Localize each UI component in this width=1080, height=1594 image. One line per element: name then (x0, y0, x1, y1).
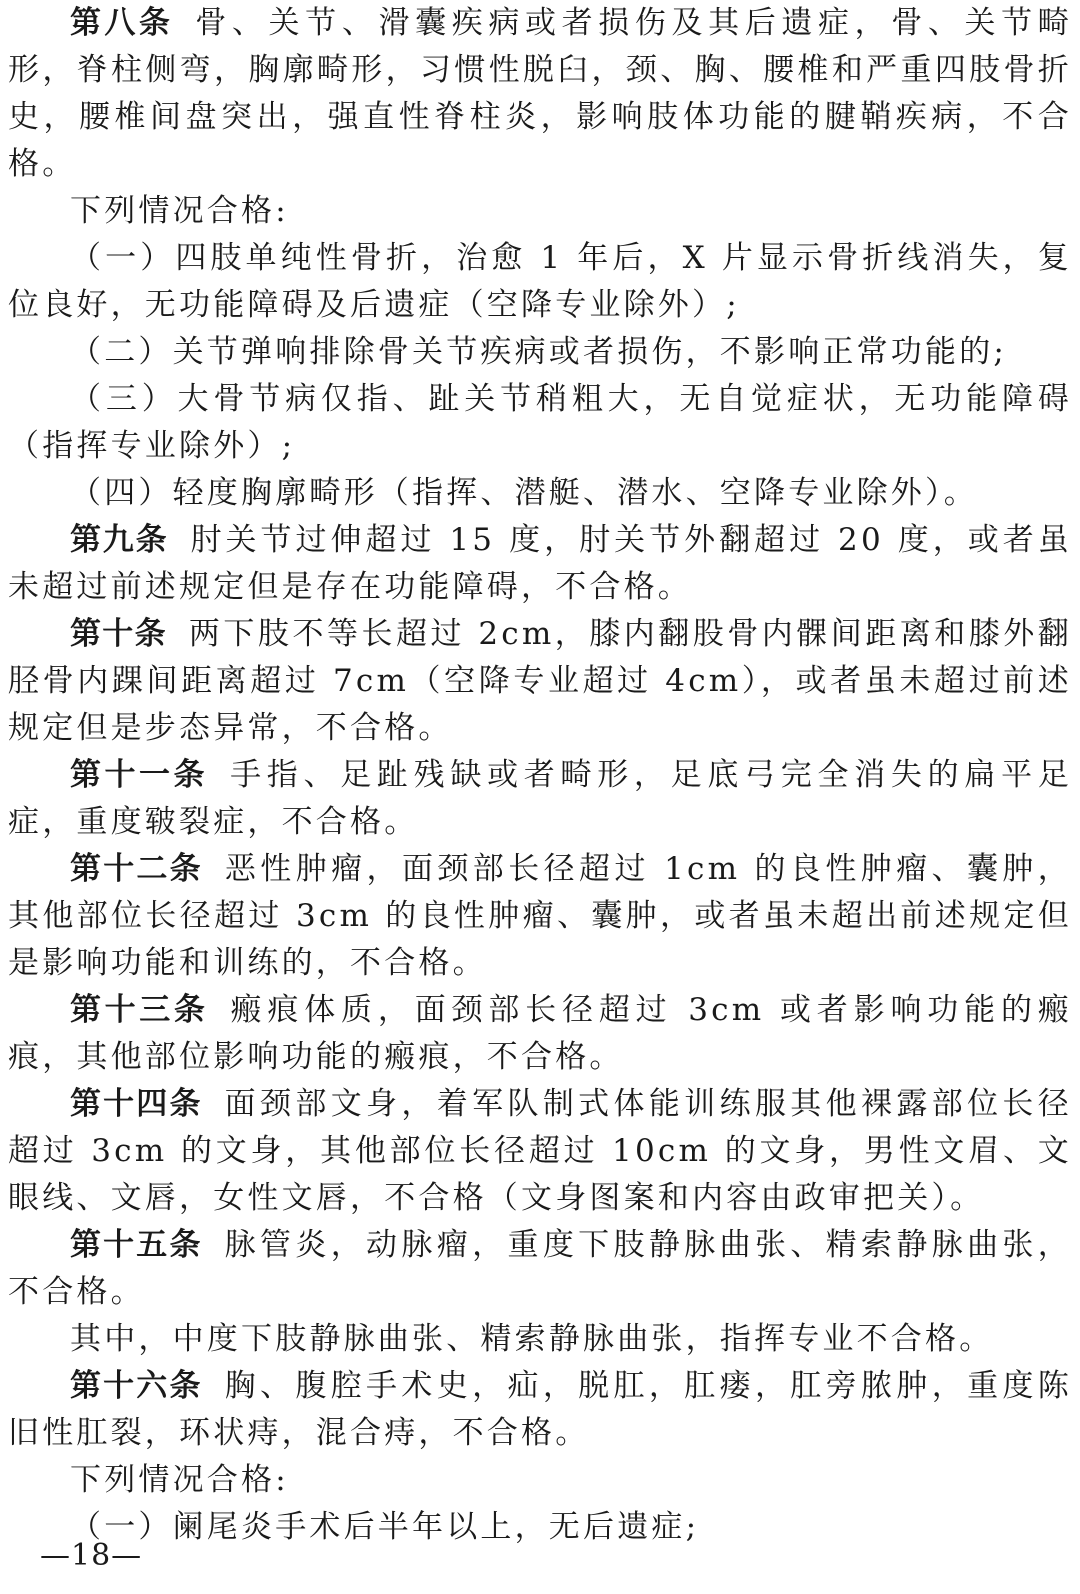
page-number: —18— (40, 1538, 143, 1573)
list-item: （一）四肢单纯性骨折，治愈 1 年后，X 片显示骨折线消失，复位良好，无功能障碍及后遗症（空降专业除外）; (8, 240, 1072, 323)
article-text: 骨、关节、滑囊疾病或者损伤及其后遗症，骨、关节畸形，脊柱侧弯，胸廓畸形，习惯性脱臼，颈、胸、腰椎和严重四肢骨折史，腰椎间盘突出，强直性脊柱炎，影响肢体功能的腱鞘疾病，不合格。 (8, 5, 1072, 182)
article-14 (8, 1081, 1072, 1222)
article-8 (8, 0, 1072, 188)
paragraph: 其中，中度下肢静脉曲张、精索静脉曲张，指挥专业不合格。 (70, 1321, 994, 1357)
article-16 (8, 1363, 1072, 1457)
article-label: 第十二条 (70, 851, 203, 887)
article-9 (8, 517, 1072, 611)
article-text: 肘关节过伸超过 15 度，肘关节外翻超过 20 度，或者虽未超过前述规定但是存在功能障碍，不合格。 (8, 522, 1073, 605)
article-label: 第十三条 (70, 992, 209, 1028)
article-label: 第十六条 (70, 1368, 203, 1404)
article-label: 第十一条 (70, 757, 209, 793)
article-text: 脉管炎，动脉瘤，重度下肢静脉曲张、精索静脉曲张，不合格。 (8, 1227, 1072, 1310)
article-label: 第十四条 (70, 1086, 203, 1122)
article-10 (8, 611, 1072, 752)
article-text: 瘢痕体质，面颈部长径超过 3cm 或者影响功能的瘢痕，其他部位影响功能的瘢痕，不合格。 (8, 992, 1072, 1075)
article-text: 恶性肿瘤，面颈部长径超过 1cm 的良性肿瘤、囊肿，其他部位长径超过 3cm 的良性肿瘤、囊肿，或者虽未超出前述规定但是影响功能和训练的，不合格。 (8, 851, 1073, 981)
article-label: 第十条 (70, 616, 167, 652)
article-text: 胸、腹腔手术史，疝，脱肛，肛瘘，肛旁脓肿，重度陈旧性肛裂，环状痔，混合痔，不合格。 (8, 1368, 1072, 1451)
article-text: 手指、足趾残缺或者畸形，足底弓完全消失的扁平足症，重度皲裂症，不合格。 (8, 757, 1072, 840)
article-13 (8, 987, 1072, 1081)
article-12 (8, 846, 1072, 987)
paragraph: 下列情况合格: (70, 193, 289, 229)
paragraph: 下列情况合格: (70, 1462, 289, 1498)
list-item: （三）大骨节病仅指、趾关节稍粗大，无自觉症状，无功能障碍（指挥专业除外）; (8, 381, 1072, 464)
list-item: （一）阑尾炎手术后半年以上，无后遗症; (70, 1509, 700, 1545)
list-item: （四）轻度胸廓畸形（指挥、潜艇、潜水、空降专业除外）。 (70, 475, 978, 511)
article-11 (8, 752, 1072, 846)
article-text: 面颈部文身，着军队制式体能训练服其他裸露部位长径超过 3cm 的文身，其他部位长径超过 10cm 的文身，男性文眉、文眼线、文唇，女性文唇，不合格（文身图案和内容由政审把关）。 (8, 1086, 1072, 1216)
article-label: 第十五条 (70, 1227, 203, 1263)
article-label: 第九条 (70, 522, 169, 558)
article-label: 第八条 (70, 5, 174, 41)
list-item: （二）关节弹响排除骨关节疾病或者损伤，不影响正常功能的; (70, 334, 1008, 370)
article-text: 两下肢不等长超过 2cm，膝内翻股骨内髁间距离和膝外翻胫骨内踝间距离超过 7cm（空降专业超过 4cm），或者虽未超过前述规定但是步态异常，不合格。 (8, 616, 1073, 746)
document-page (8, 0, 1072, 1551)
article-15 (8, 1222, 1072, 1316)
